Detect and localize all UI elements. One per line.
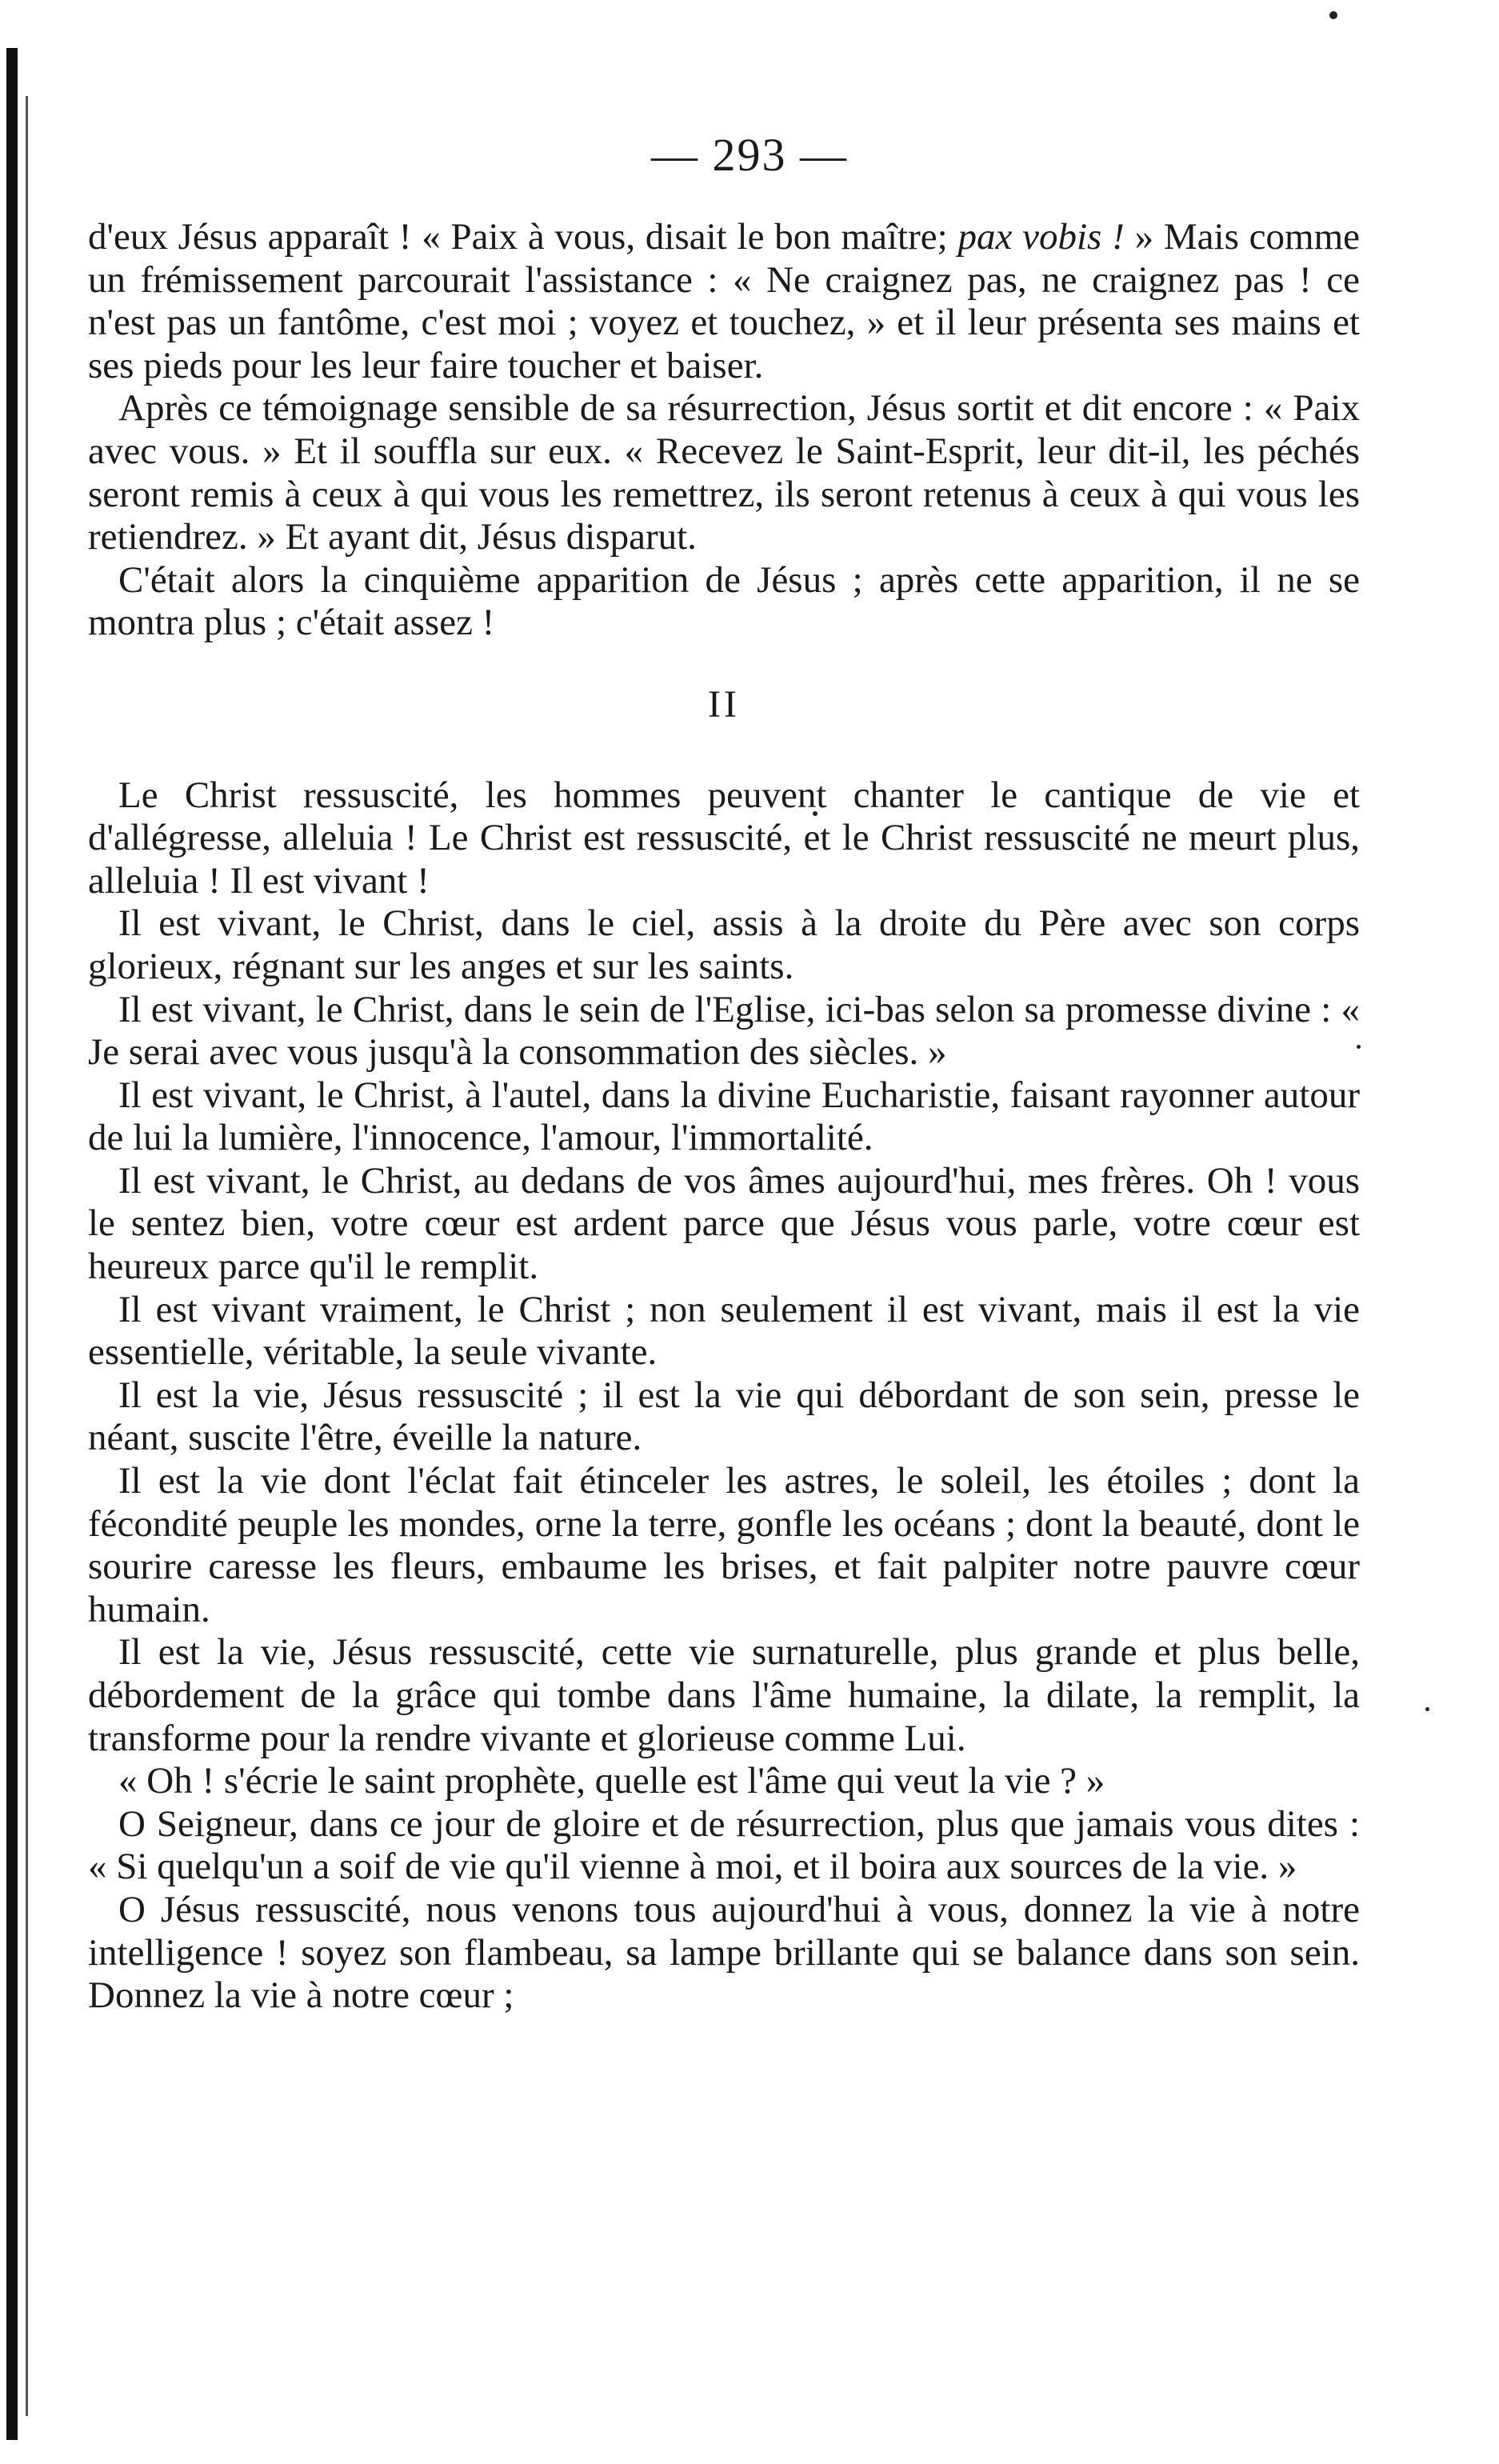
- page-binding-edge: [6, 48, 18, 2440]
- section-heading: II: [708, 682, 740, 726]
- paragraph: Il est vivant, le Christ, dans le sein de l'Eglise, ici-bas selon sa promesse divine : « Je serai avec vous jusqu'à la consommation des siècles. »: [88, 988, 1360, 1074]
- page-number: — 293 —: [651, 129, 848, 181]
- paragraph: Le Christ ressuscité, les hommes peuvent chanter le cantique de vie et d'allégresse, alleluia ! Le Christ est ressuscité, et le Christ ressuscité ne meurt plus, alleluia ! Il est vivant !: [88, 774, 1360, 902]
- paragraph: Il est la vie, Jésus ressuscité, cette vie surnaturelle, plus grande et plus belle, débordement de la grâce qui tombe dans l'âme humaine, la dilate, la remplit, la transforme pour la rendre vivante et glorieuse comme Lui.: [88, 1631, 1360, 1759]
- paragraph: O Jésus ressuscité, nous venons tous aujourd'hui à vous, donnez la vie à notre intelligence ! soyez son flambeau, sa lampe brillante qui se balance dans son sein. Donnez la vie à notre cœur ;: [88, 1888, 1360, 2017]
- paragraph: « Oh ! s'écrie le saint prophète, quelle est l'âme qui veut la vie ? »: [118, 1760, 1105, 1802]
- paragraph: C'était alors la cinquième apparition de Jésus ; après cette apparition, il ne se montra plus ; c'était assez !: [88, 558, 1360, 644]
- paragraph: O Seigneur, dans ce jour de gloire et de résurrection, plus que jamais vous dites : « Si quelqu'un a soif de vie qu'il vienne à moi, et il boira aux sources de la vie. »: [88, 1802, 1360, 1888]
- ink-speck: [1329, 11, 1337, 19]
- paragraph: Il est vivant, le Christ, à l'autel, dans la divine Eucharistie, faisant rayonner autour de lui la lumière, l'innocence, l'amour, l'immortalité.: [88, 1074, 1360, 1159]
- paragraph: Il est vivant, le Christ, dans le ciel, assis à la droite du Père avec son corps glorieux, régnant sur les anges et sur les saints.: [88, 902, 1360, 987]
- paragraph: Il est vivant, le Christ, au dedans de vos âmes aujourd'hui, mes frères. Oh ! vous le sentez bien, votre cœur est ardent parce que Jésus vous parle, votre cœur est heureux parce qu'il le remplit.: [88, 1159, 1360, 1288]
- paragraph: Il est la vie, Jésus ressuscité ; il est la vie qui débordant de son sein, presse le néant, suscite l'être, éveille la nature.: [88, 1374, 1360, 1459]
- body-text: [88, 216, 1360, 2018]
- paragraph: Il est vivant vraiment, le Christ ; non seulement il est vivant, mais il est la vie essentielle, véritable, la seule vivante.: [88, 1288, 1360, 1374]
- ink-speck: [1425, 1707, 1429, 1711]
- page-binding-shadow: [26, 96, 28, 2416]
- paragraph: Après ce témoignage sensible de sa résurrection, Jésus sortit et dit encore : « Paix avec vous. » Et il souffla sur eux. « Recevez le Saint-Esprit, leur dit-il, les péchés seront remis à ceux à qui vous les remettrez, ils seront retenus à ceux à qui vous les retiendrez. » Et ayant dit, Jésus disparut.: [88, 387, 1360, 558]
- paragraph: Il est la vie dont l'éclat fait étinceler les astres, le soleil, les étoiles ; dont la fécondité peuple les mondes, orne la terre, gonfle les océans ; dont la beauté, dont le sourire caresse les fleurs, embaume les brises, et fait palpiter notre pauvre cœur humain.: [88, 1460, 1360, 1630]
- paragraph: d'eux Jésus apparaît ! « Paix à vous, disait le bon maître; pax vobis ! » Mais comme un frémissement parcourait l'assistance : « Ne craignez pas, ne craignez pas ! ce n'est pas un fantôme, c'est moi ; voyez et touchez, » et il leur présenta ses mains et ses pieds pour les leur faire toucher et baiser.: [88, 216, 1360, 386]
